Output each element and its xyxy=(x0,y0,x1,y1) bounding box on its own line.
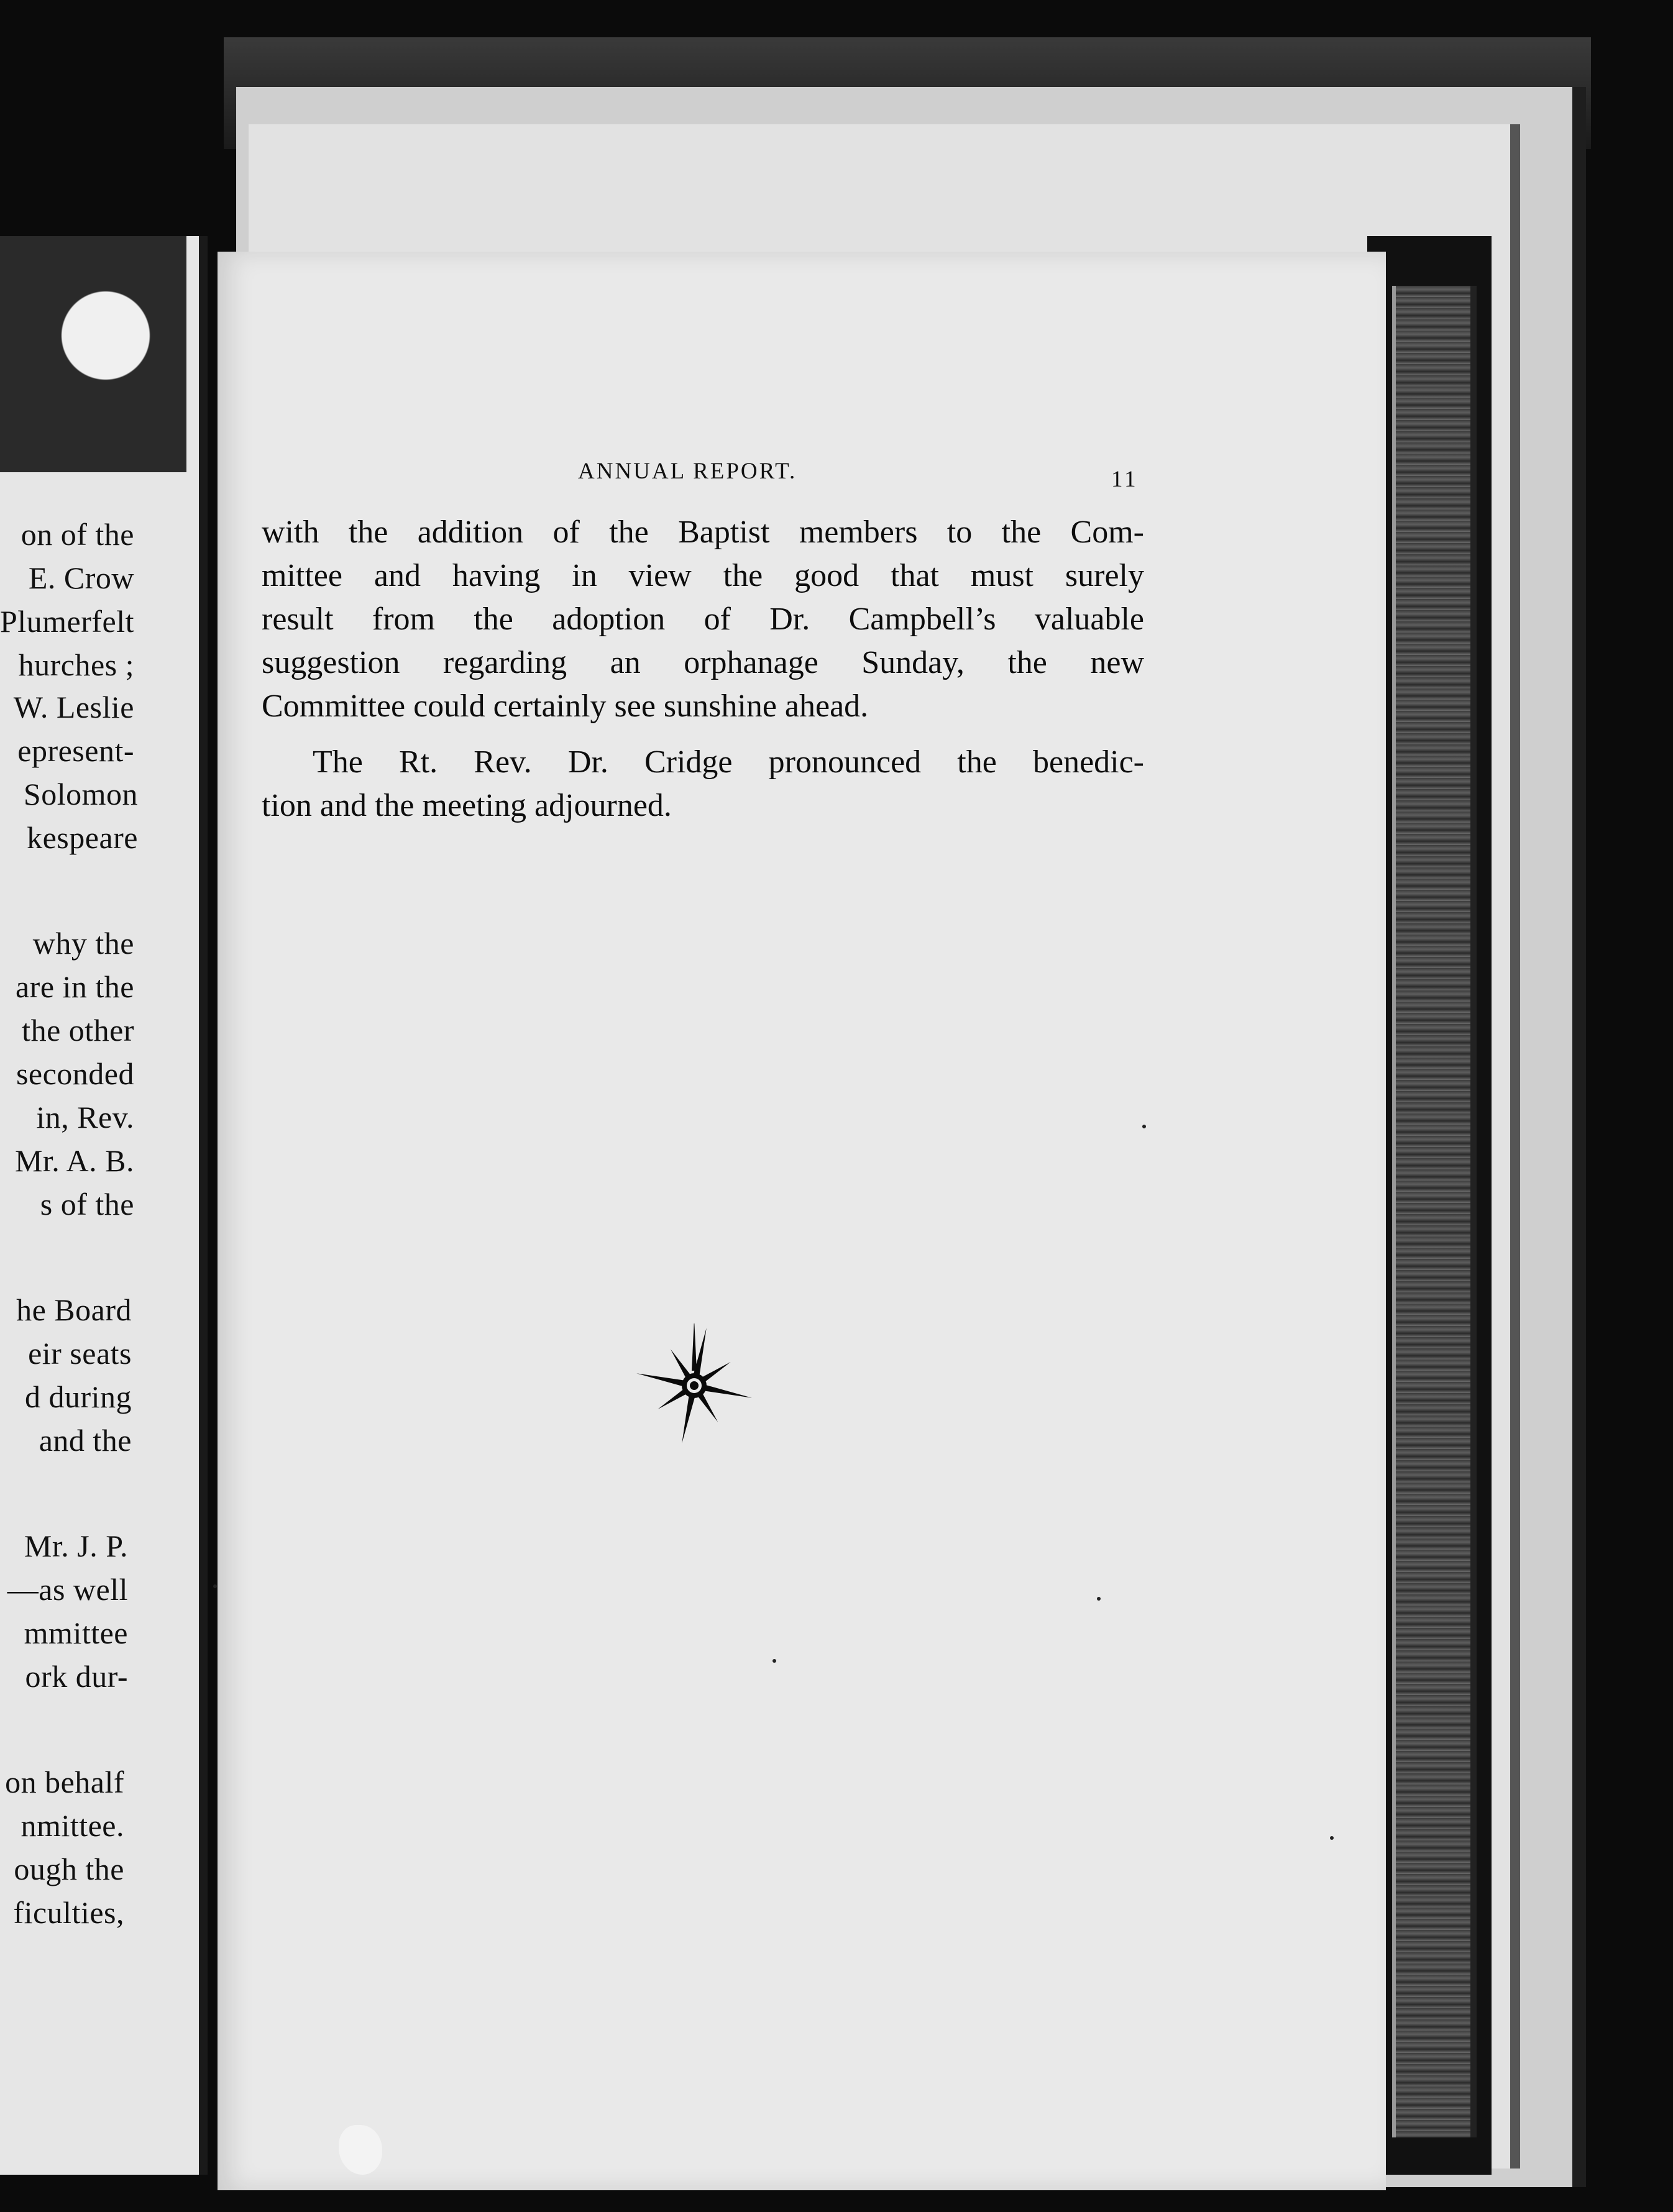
left-fragment-line: why the xyxy=(32,926,134,961)
left-fragment-line: d during xyxy=(24,1379,132,1414)
left-page-binding-shadow xyxy=(0,236,186,472)
paper-speck xyxy=(1330,1836,1334,1840)
paper-speck xyxy=(1097,1597,1101,1601)
paper-speck xyxy=(772,1659,776,1663)
paragraph-benediction xyxy=(262,741,1144,828)
left-fragment-line: —as well xyxy=(7,1572,128,1607)
left-fragment-line: kespeare xyxy=(27,820,138,855)
paragraph-committee xyxy=(262,511,1144,728)
left-fragment-line: nmittee. xyxy=(21,1808,124,1843)
text-line: result from the adoption of Dr. Campbell’s valuable xyxy=(262,601,1144,637)
left-fragment-line: epresent- xyxy=(17,733,134,768)
running-head: ANNUAL REPORT. xyxy=(578,459,797,484)
paper-speck xyxy=(213,1584,217,1588)
text-line: with the addition of the Baptist members to the Com- xyxy=(262,514,1144,550)
left-fragment-line: Solomon xyxy=(23,777,138,811)
paper-speck xyxy=(1142,1125,1146,1128)
left-fragment-line: hurches ; xyxy=(18,647,134,682)
left-fragment-line: Plumerfelt xyxy=(0,604,134,639)
left-fragment-line: mmittee xyxy=(24,1616,128,1650)
left-fragment-line: the other xyxy=(22,1013,134,1048)
left-fragment-line: Mr. J. P. xyxy=(24,1529,128,1563)
left-fragment-line: Mr. A. B. xyxy=(14,1143,134,1178)
left-fragment-line: eir seats xyxy=(28,1336,132,1371)
left-fragment-line: on behalf xyxy=(5,1765,124,1799)
left-fragment-line: E. Crow xyxy=(28,560,134,595)
page-number: 11 xyxy=(1111,467,1139,492)
text-line: Committee could certainly see sunshine ahead. xyxy=(262,688,869,724)
body-text xyxy=(262,511,1144,828)
text-line: tion and the meeting adjourned. xyxy=(262,788,672,823)
text-line: mittee and having in view the good that must surely xyxy=(262,558,1144,593)
text-line: The Rt. Rev. Dr. Cridge pronounced the benedic- xyxy=(313,744,1144,780)
left-fragment-line: ork dur- xyxy=(25,1659,128,1694)
left-fragment-line: ough the xyxy=(14,1852,124,1886)
text-line: suggestion regarding an orphanage Sunday, the new xyxy=(262,645,1144,680)
left-fragment-line: are in the xyxy=(15,969,134,1004)
page-edges xyxy=(1392,286,1477,2137)
left-fragment-line: ficulties, xyxy=(13,1895,124,1930)
left-fragment-line: he Board xyxy=(16,1292,132,1327)
left-fragment-line: on of the xyxy=(21,517,134,552)
star-ornament-icon xyxy=(625,1323,768,1448)
left-fragment-line: s of the xyxy=(40,1187,134,1222)
left-fragment-line: and the xyxy=(39,1423,132,1458)
left-fragment-line: seconded xyxy=(16,1056,134,1091)
left-fragment-line: W. Leslie xyxy=(13,690,134,724)
left-fragment-line: in, Rev. xyxy=(36,1100,134,1135)
